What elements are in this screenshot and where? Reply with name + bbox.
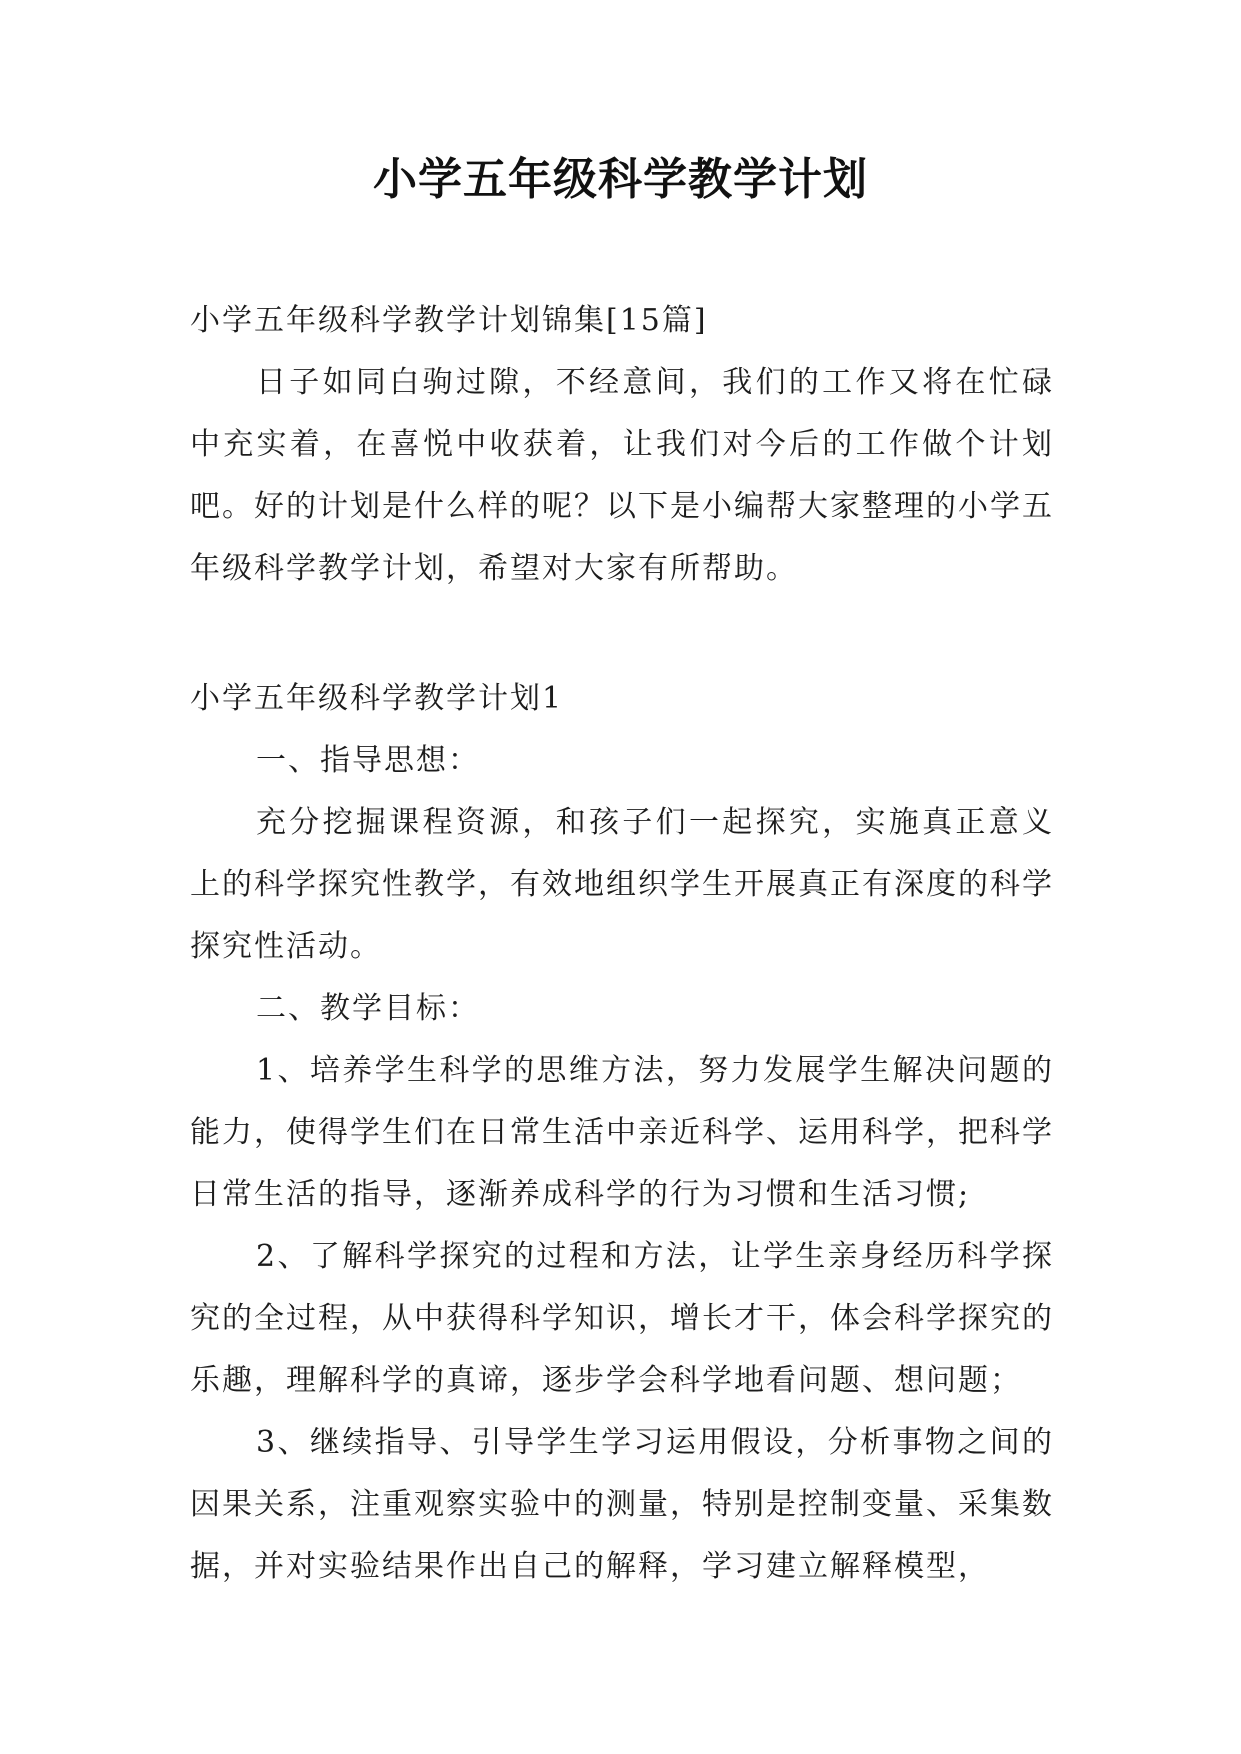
goal-item-2: 2、了解科学探究的过程和方法，让学生亲身经历科学探究的全过程，从中获得科学知识，增长才干，体会科学探究的乐趣，理解科学的真谛，逐步学会科学地看问题、想问题； xyxy=(190,1239,1054,1398)
intro-paragraph: 日子如同白驹过隙，不经意间，我们的工作又将在忙碌中充实着，在喜悦中收获着，让我们对今后的工作做个计划吧。好的计划是什么样的呢？以下是小编帮大家整理的小学五年级科学教学计划，希望对大家有所帮助。 xyxy=(190,365,1054,586)
subheading-teaching-goals: 二、教学目标： xyxy=(256,991,480,1026)
collection-heading: 小学五年级科学教学计划锦集[15篇] xyxy=(190,303,708,338)
document-body xyxy=(190,290,1054,1598)
body-paragraph: 充分挖掘课程资源，和孩子们一起探究，实施真正意义上的科学探究性教学，有效地组织学生开展真正有深度的科学探究性活动。 xyxy=(190,805,1054,964)
goal-item-3: 3、继续指导、引导学生学习运用假设，分析事物之间的因果关系，注重观察实验中的测量，特别是控制变量、采集数据，并对实验结果作出自己的解释，学习建立解释模型， xyxy=(190,1425,1054,1584)
page-title: 小学五年级科学教学计划 xyxy=(373,154,868,205)
section-heading: 小学五年级科学教学计划1 xyxy=(190,681,564,716)
subheading-guiding-ideology: 一、指导思想： xyxy=(256,743,480,778)
goal-item-1: 1、培养学生科学的思维方法，努力发展学生解决问题的能力，使得学生们在日常生活中亲近科学、运用科学，把科学日常生活的指导，逐渐养成科学的行为习惯和生活习惯; xyxy=(190,1053,1054,1212)
